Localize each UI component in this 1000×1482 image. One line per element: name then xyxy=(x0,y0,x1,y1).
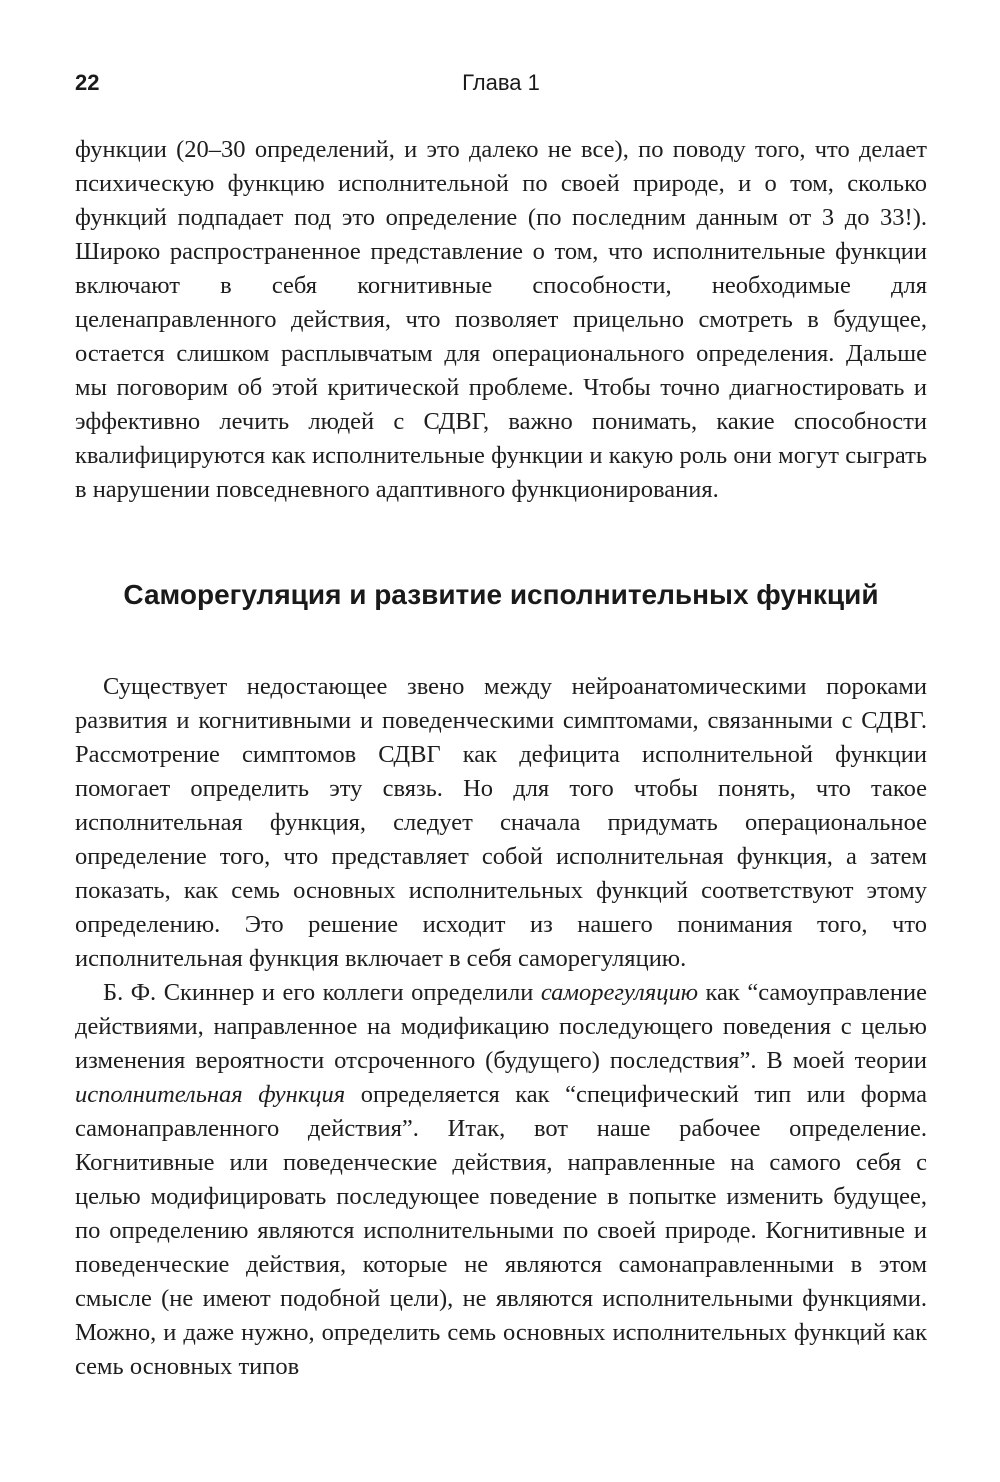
paragraph-1-text: функции (20–30 определений, и это далеко не все), по поводу того, что делает психическую функцию исполнительной по своей природе, и о том, сколько функций подпадает под это определение (по последним данным от 3 до 33!). Широко распространенное представление о том, что исполнительные функции включают в себя когнитивные способности, необходимые для целенаправленного действия, что позволяет прицельно смотреть в будущее, остается слишком расплывчатым для операционального определения. Дальше мы поговорим об этой критической проблеме. Чтобы точно диагностировать и эффективно лечить людей с СДВГ, важно понимать, какие способности квалифицируются как исполнительные функции и какую роль они могут сыграть в нарушении повседневного адаптивного функционирования. xyxy=(75,136,927,503)
page-number: 22 xyxy=(75,70,100,95)
paragraph-2-text: Существует недостающее звено между нейроанатомическими пороками развития и когнитивными и поведенческими симптомами, связанными с СДВГ. Рассмотрение симптомов СДВГ как дефицита исполнительной функции помогает определить эту связь. Но для того чтобы понять, что такое исполнительная функция, следует сначала придумать операциональное определение того, что представляет собой исполнительная функция, а затем показать, как семь основных исполнительных функций соответствуют этому определению. Это решение исходит из нашего понимания того, что исполнительная функция включает в себя саморегуляцию. xyxy=(75,673,927,972)
paragraph-3-part-a: Б. Ф. Скиннер и его коллеги определили xyxy=(103,979,541,1006)
term-executive-function: исполнительная функция xyxy=(75,1081,346,1108)
paragraph-1 xyxy=(75,133,927,507)
paragraph-3-part-c: определяется как “специфический тип или форма самонаправленного действия”. Итак, вот наше рабочее определение. Когнитивные или поведенческие действия, направленные на самого себя с целью модифицировать последующее поведение в попытке изменить будущее, по определению являются исполнительными по своей природе. Когнитивные и поведенческие действия, которые не являются самонаправленными в этом смысле (не имеют подобной цели), не являются исполнительными функциями. Можно, и даже нужно, определить семь основных исполнительных функций как семь основных типов xyxy=(75,1081,927,1380)
term-self-regulation: саморегуляцию xyxy=(540,979,698,1006)
chapter-label: Глава 1 xyxy=(462,70,540,95)
running-header xyxy=(75,70,927,104)
paragraph-2 xyxy=(75,670,927,976)
paragraph-3-part-b: как “самоуправление действиями, направленное на модификацию последующего поведения с целью изменения вероятности отсроченного (будущего) последствия”. В моей теории xyxy=(75,979,927,1074)
section-heading: Саморегуляция и развитие исполнительных функций xyxy=(123,579,879,610)
paragraph-3-text xyxy=(75,976,927,1384)
paragraph-3 xyxy=(75,976,927,1384)
